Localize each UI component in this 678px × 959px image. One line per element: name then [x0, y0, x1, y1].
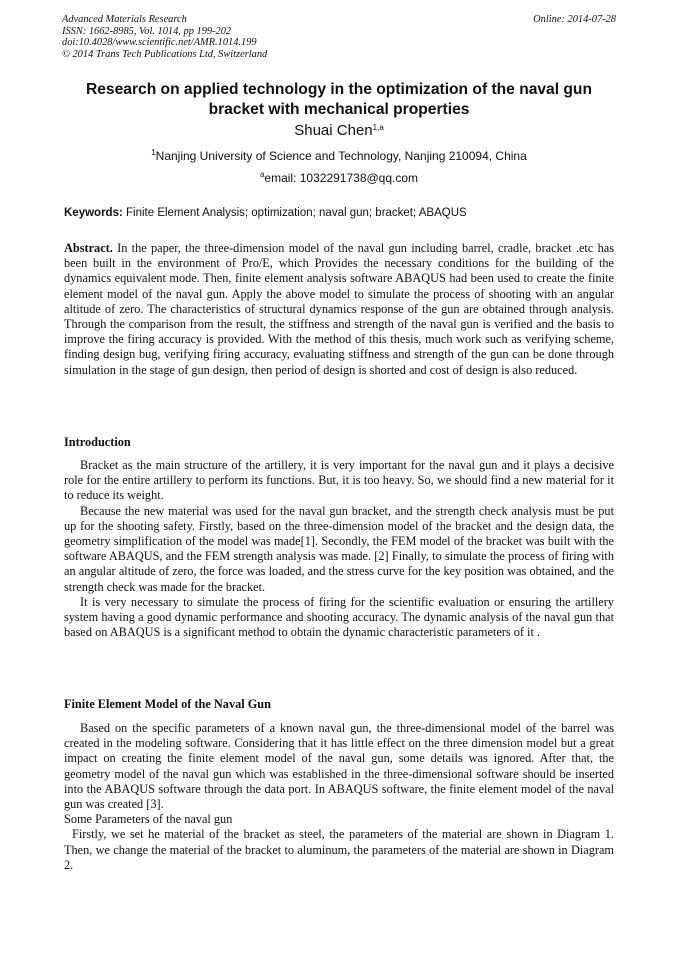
paper-title [62, 80, 616, 120]
affiliation-superscript: 1 [151, 148, 156, 157]
abstract-text: In the paper, the three-dimension model of the naval gun including barrel, cradle, bracket .etc has been built in the environment of Pro/E, which Provides the necessary conditions for the building of the dynamics equivalent mode. Then, finite element analysis software ABAQUS had been used to create the finite element model of the naval gun. Apply the above model to simulate the process of shooting with an angular altitude of zero. The characteristics of structural dynamics response of the gun are obtained through analysis. Through the comparison from the result, the stiffness and strength of the naval gun is verified and the basis to improve the firing accuracy is provided. With the method of this thesis, much work such as verifying scheme, finding design bug, verifying firing accuracy, evaluating stiffness and strength of the gun can be done through simulation in the stage of gun design, then period of design is shorted and cost of design is also reduced. [64, 241, 614, 377]
fem-subheading: Some Parameters of the naval gun [64, 812, 233, 827]
affiliation-text: Nanjing University of Science and Technology, Nanjing 210094, China [155, 149, 527, 163]
introduction-paragraph-2: Because the new material was used for the naval gun bracket, and the strength check analysis must be put up for the shooting safety. Firstly, based on the three-dimension model of the bracket and the design data, the geometry simplification of the model was made[1]. Secondly, the FEM model of the bracket was built with the software ABAQUS, and the FEM strength analysis was made. [2] Finally, to simulate the process of firing with an angular altitude of zero, the force was loaded, and the stress curve for the key position was obtained, and the strength check was made for the bracket. [64, 503, 614, 594]
journal-name: Advanced Materials Research [62, 14, 187, 25]
fem-paragraph-1: Based on the specific parameters of a known naval gun, the three-dimensional model of the barrel was created in the modeling software. Considering that it has little effect on the three dimension model but a great impact on creating the finite element model of the naval gun, some details was ignored. After that, the geometry model of the naval gun which was established in the three-dimensional software should be inserted into the ABAQUS software through the data port. In ABAQUS software, the finite element model of the naval gun was created [3]. [64, 721, 614, 812]
introduction-body [64, 458, 614, 640]
author-name: Shuai Chen [294, 122, 373, 139]
keywords-text: Finite Element Analysis; optimization; naval gun; bracket; ABAQUS [126, 207, 467, 219]
title-line-2: bracket with mechanical properties [208, 101, 470, 118]
author-superscript: 1,a [372, 123, 384, 132]
doi-line: doi:10.4028/www.scientific.net/AMR.1014.199 [62, 37, 257, 48]
fem-paragraph-2: Firstly, we set he material of the bracket as steel, the parameters of the material are shown in Diagram 1. Then, we change the material of the bracket to aluminum, the parameters of the material are shown in Diagram 2. [64, 827, 614, 872]
email-line [62, 171, 616, 186]
title-line-1: Research on applied technology in the optimization of the naval gun [86, 81, 592, 98]
introduction-paragraph-1: Bracket as the main structure of the artillery, it is very important for the naval gun and it plays a decisive role for the entire artillery to perform its functions. But, it is too heavy. So, we should find a new material for it to reduce its weight. [64, 458, 614, 503]
introduction-heading: Introduction [64, 435, 131, 449]
copyright-line: © 2014 Trans Tech Publications Ltd, Switzerland [62, 48, 268, 60]
issn-line: ISSN: 1662-8985, Vol. 1014, pp 199-202 [62, 25, 232, 37]
abstract-label: Abstract. [64, 241, 113, 255]
email-text: email: 1032291738@qq.com [264, 171, 419, 185]
fem-body [64, 721, 614, 873]
email-superscript: a [259, 170, 265, 179]
abstract [64, 241, 614, 378]
keywords-line [64, 206, 616, 220]
fem-heading: Finite Element Model of the Naval Gun [64, 697, 271, 711]
introduction-paragraph-3: It is very necessary to simulate the process of firing for the scientific evaluation or ensuring the artillery system having a good dynamic performance and shooting accuracy. The dynamic analysis of the naval gun that based on ABAQUS is a significant method to obtain the dynamic characteristic parameters of it . [64, 594, 614, 640]
journal-header [62, 14, 616, 60]
keywords-label: Keywords: [64, 207, 123, 219]
author-line [62, 122, 616, 140]
affiliation-line [62, 149, 616, 164]
online-date: Online: 2014-07-28 [533, 14, 616, 25]
